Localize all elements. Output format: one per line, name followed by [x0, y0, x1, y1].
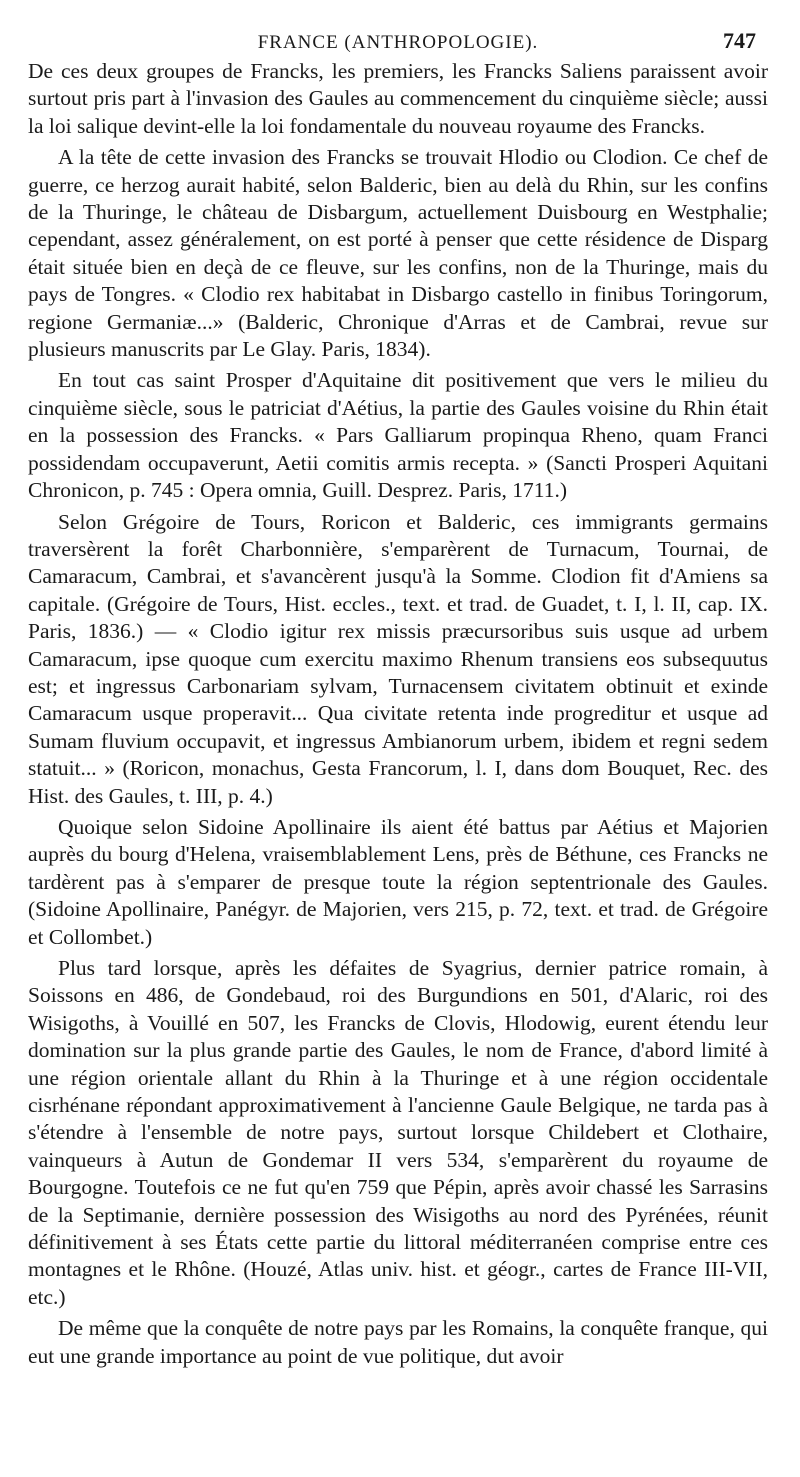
paragraph: A la tête de cette invasion des Francks se trouvait Hlodio ou Clodion. Ce chef de guerre, ce herzog aurait habité, selon Balderic, bien au delà du Rhin, sur les confins de la Thuringe, le château de Disbargum, actuellement Duisbourg en Westphalie; cependant, assez généralement, on est porté à penser que cette résidence de Disparg était située bien en deçà de ce fleuve, sur les confins, non de la Thuringe, mais du pays de Tongres. « Clodio rex habitabat in Disbargo castello in finibus Toringorum, regione Germaniæ...» (Balderic, Chronique d'Arras et de Cambrai, revue sur plusieurs manuscrits par Le Glay. Paris, 1834).: [28, 145, 768, 362]
paragraph: De ces deux groupes de Francks, les premiers, les Francks Saliens paraissent avoir surtout pris part à l'invasion des Gaules au commencement du cinquième siècle; aussi la loi salique devint-elle la loi fondamentale du nouveau royaume des Francks.: [28, 59, 768, 138]
paragraph: Selon Grégoire de Tours, Roricon et Balderic, ces immigrants germains traversèrent la forêt Charbonnière, s'emparèrent de Turnacum, Tournai, de Camaracum, Cambrai, et s'avancèrent jusqu'à la Somme. Clodion fit d'Amiens sa capitale. (Grégoire de Tours, Hist. eccles., text. et trad. de Guadet, t. I, l. II, cap. IX. Paris, 1836.) — « Clodio igitur rex missis præcursoribus suis usque ad urbem Camaracum, ipse quoque cum exercitu maximo Rhenum transiens eos subsequutus est; et ingressus Carbonariam sylvam, Turnacensem civitatem obtinuit et exinde Camaracum usque properavit... Qua civitate retenta inde progreditur et usque ad Sumam fluvium occupavit, et ingressus Ambianorum urbem, ibidem et regni sedem statuit... » (Roricon, monachus, Gesta Francorum, l. I, dans dom Bouquet, Rec. des Hist. des Gaules, t. III, p. 4.): [28, 509, 768, 808]
page-number: 747: [723, 28, 756, 53]
paragraph: En tout cas saint Prosper d'Aquitaine dit positivement que vers le milieu du cinquième siècle, sous le patriciat d'Aétius, la partie des Gaules voisine du Rhin était en la possession des Francks. « Pars Galliarum propinqua Rheno, quam Franci possidendam occupaverunt, Aetii comitis armis recepta. » (Sancti Prosperi Aquitani Chronicon, p. 745 : Opera omnia, Guill. Desprez. Paris, 1711.): [28, 368, 768, 503]
paragraph: Plus tard lorsque, après les défaites de Syagrius, dernier patrice romain, à Soissons en 486, de Gondebaud, roi des Burgundions en 501, d'Alaric, roi des Wisigoths, à Vouillé en 507, les Francks de Clovis, Hlodowig, eurent étendu leur domination sur la plus grande partie des Gaules, le nom de France, d'abord limité à une région orientale allant du Rhin à la Thuringe et à une région occidentale cisrhénane répondant approximativement à l'ancienne Gaule Belgique, ne tarda pas à s'étendre à l'ensemble de notre pays, surtout lorsque Childebert et Clothaire, vainqueurs à Autun de Gondemar II vers 534, s'emparèrent du royaume de Bourgogne. Toutefois ce ne fut qu'en 759 que Pépin, après avoir chassé les Sarrasins de la Septimanie, dernière possession des Wisigoths au nord des Pyrénées, réunit définitivement à ses États cette partie du littoral méditerranéen comprise entre ces montagnes et le Rhône. (Houzé, Atlas univ. hist. et géogr., cartes de France III-VII, etc.): [28, 956, 768, 1309]
paragraph: De même que la conquête de notre pays par les Romains, la conquête franque, qui eut une grande importance au point de vue politique, dut avoir: [28, 1316, 768, 1368]
page-header: [28, 18, 768, 58]
document-page: [28, 18, 768, 1374]
body-text: [28, 58, 768, 1370]
running-title: FRANCE (ANTHROPOLOGIE).: [257, 32, 539, 53]
paragraph: Quoique selon Sidoine Apollinaire ils aient été battus par Aétius et Majorien auprès du bourg d'Helena, vraisemblablement Lens, près de Béthune, ces Francks ne tardèrent pas à s'emparer de presque toute la région septentrionale des Gaules. (Sidoine Apollinaire, Panégyr. de Majorien, vers 215, p. 72, text. et trad. de Grégoire et Collombet.): [28, 814, 768, 949]
